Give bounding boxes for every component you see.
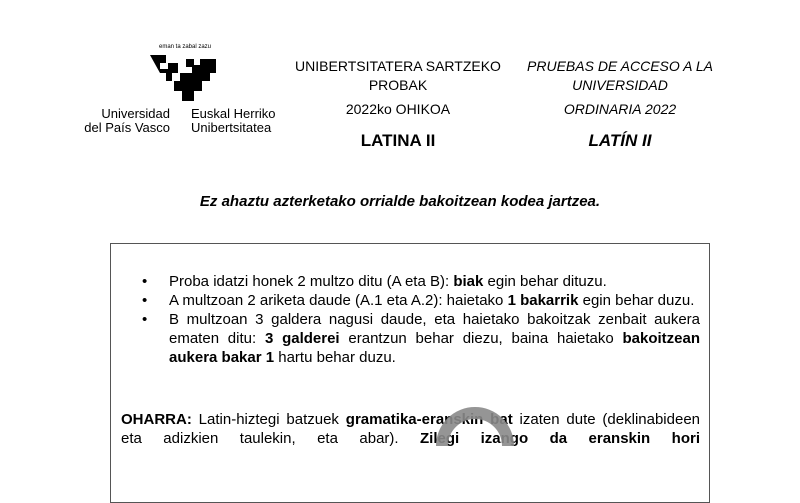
logo-name-eu: Euskal Herriko Unibertsitatea [191,106,276,135]
subject-title-es: LATÍN II [588,131,652,150]
instructions-list [142,272,700,367]
list-item: • A multzoan 2 ariketa daude (A.1 eta A.2): haietako 1 bakarrik egin behar duzu. [142,292,695,309]
loading-spinner-icon [430,396,520,456]
note-paragraph: OHARRA: Latin-hiztegi batzuek gramatika-eranskin bat izaten dute (deklinabideen eta adizkien taulekin, eta abar). Zilegi izango da eranskin hori [121,411,701,447]
header-spanish: PRUEBAS DE ACCESO A LA UNIVERSIDAD ORDINARIA 2022 LATÍN II [515,57,725,150]
list-item: • Proba idatzi honek 2 multzo ditu (A eta B): biak egin behar dituzu. [142,273,607,290]
subject-title-eu: LATINA II [360,131,436,150]
header-basque: UNIBERTSITATERA SARTZEKO PROBAK 2022ko OHIKOA LATINA II [288,57,508,150]
list-item: • B multzoan 3 galdera nagusi daude, eta haietako bakoitzak zenbait aukera ematen ditu: 3 galderei erantzun behar diezu, baina haietako bakoitzean aukera bakar 1 hartu behar duzu. [142,311,701,366]
code-notice: Ez ahaztu azterketako orrialde bakoitzean kodea jartzea. [199,193,601,210]
university-logo [148,53,218,103]
logo-motto: eman ta zabal zazu [158,44,212,50]
logo-name-es: Universidad del País Vasco [84,106,170,135]
